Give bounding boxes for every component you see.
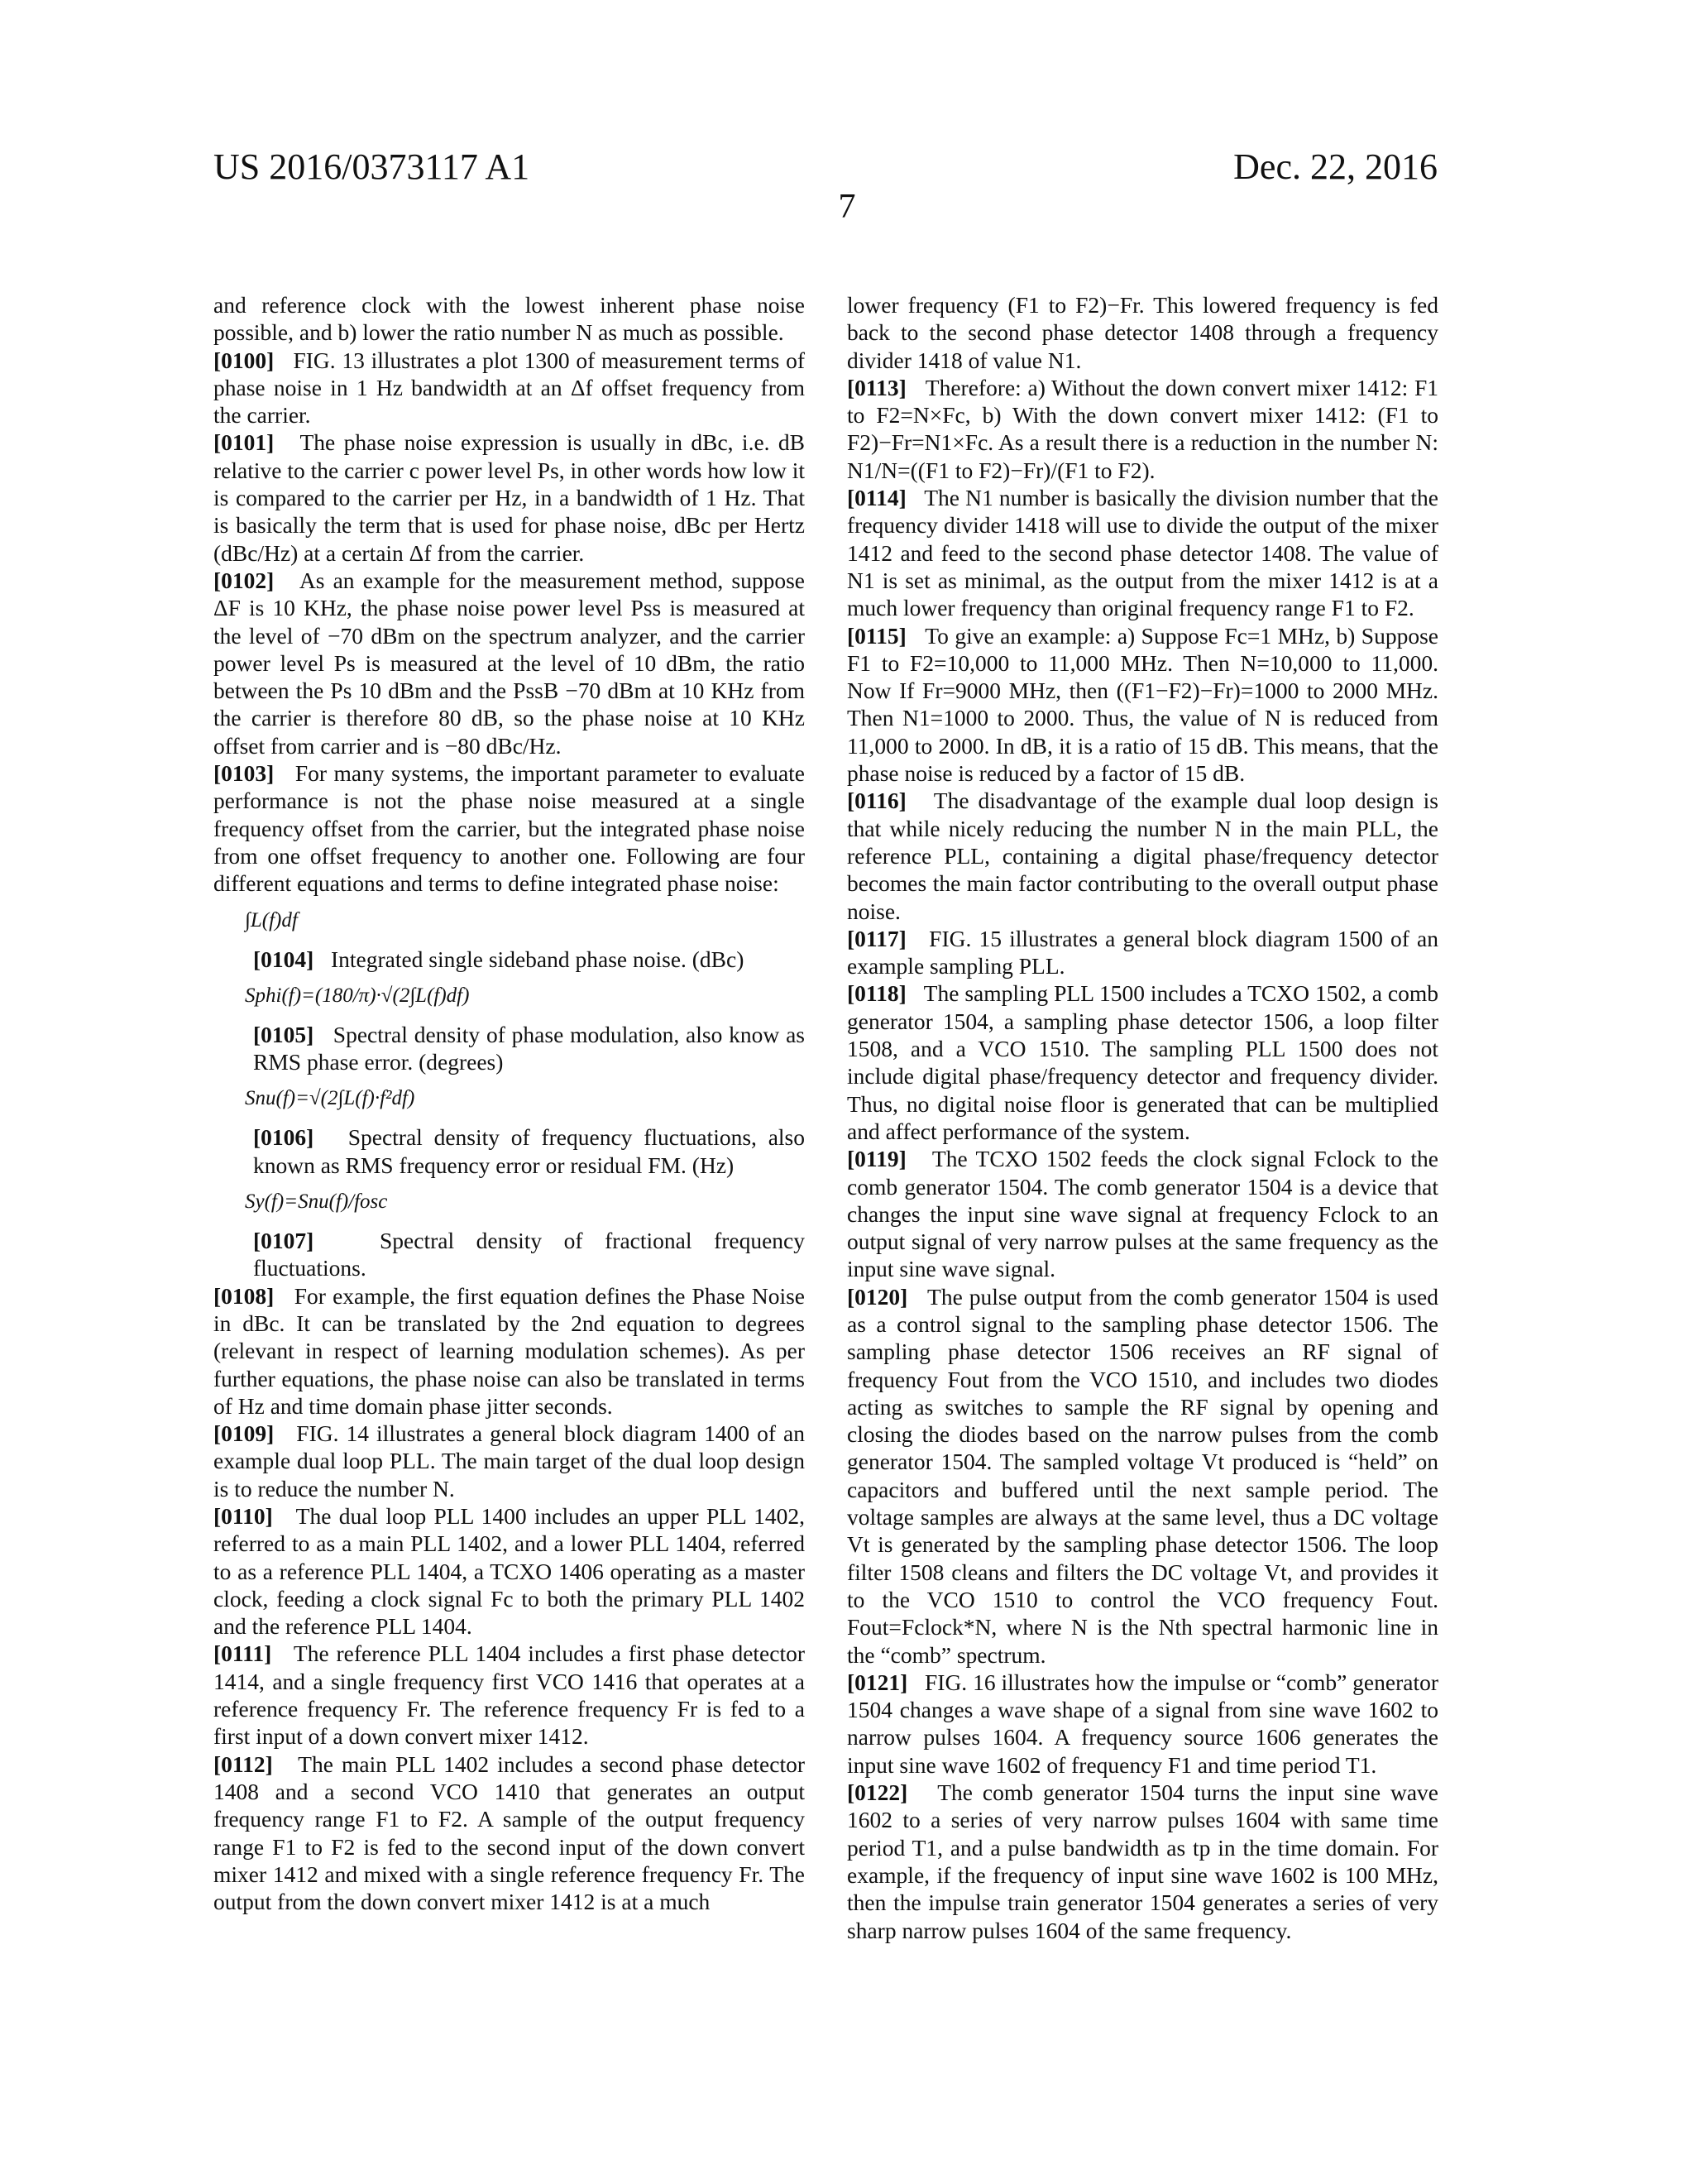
paragraph-text: Spectral density of frequency fluctuations, also known as RMS frequency error or residual FM. (Hz) [253, 1124, 805, 1178]
paragraph-text: To give an example: a) Suppose Fc=1 MHz, b) Suppose F1 to F2=10,000 to 11,000 MHz. Then N=10,000 to 11,000. Now If Fr=9000 MHz, then ((F1−F2)−Fr)=1000 to 2000 MHz. Then N1=1000 to 2000. Thus, the value of N is reduced from 11,000 to 2000. In dB, it is a ratio of 15 dB. This means, that the phase noise is reduced by a factor of 15 dB. [847, 622, 1439, 787]
paragraph-0102 [213, 567, 805, 759]
paragraph-number: [0115] [847, 622, 907, 649]
paragraph-0103 [213, 759, 805, 897]
paragraph-number: [0120] [847, 1283, 908, 1310]
paragraph-text: FIG. 15 illustrates a general block diagram 1500 of an example sampling PLL. [847, 925, 1439, 979]
paragraph-number: [0118] [847, 980, 907, 1007]
paragraph-0101 [213, 429, 805, 566]
paragraph-0110 [213, 1502, 805, 1640]
equation-2: Sphi(f)=(180/π)·√(2∫L(f)df) [245, 984, 470, 1007]
paragraph-text: The pulse output from the comb generator 1504 is used as a control signal to the sampling phase detector 1506. The sampling phase detector 1506 receives an RF signal of frequency Fout from the VCO 1510, and includes two diodes acting as switches to sample the RF signal by opening and closing the diodes based on the narrow pulses from the comb generator 1504. The sampled voltage Vt produced is “held” on capacitors and buffered until the next sample period. The voltage samples are always at the same level, thus a DC voltage Vt is generated by the sampling phase detector 1506. The loop filter 1508 cleans and filters the DC voltage Vt, and provides it to the VCO 1510 to control the VCO frequency Fout. Fout=Fclock*N, where N is the Nth spectral harmonic line in the “comb” spectrum. [847, 1283, 1438, 1668]
paragraph-0115 [847, 622, 1438, 788]
paragraph-0114 [847, 484, 1438, 621]
paragraph-text: Integrated single sideband phase noise. (dBc) [330, 946, 744, 972]
paragraph-number: [0104] [253, 946, 314, 972]
paragraph-text: Spectral density of phase modulation, also know as RMS phase error. (degrees) [253, 1021, 805, 1075]
paragraph-number: [0110] [213, 1502, 273, 1529]
paragraph-text: The main PLL 1402 includes a second phase detector 1408 and a second VCO 1410 that generates an output frequency range F1 to F2. A sample of the output frequency range F1 to F2 is fed to the second input of the down convert mixer 1412 and mixed with a single reference frequency Fr. The output from the down convert mixer 1412 is at a much [213, 1751, 805, 1915]
left-column [213, 291, 805, 1915]
paragraph-text: Spectral density of fractional frequency fluctuations. [253, 1228, 805, 1281]
equation-4: Sy(f)=Snu(f)/fosc [245, 1190, 388, 1214]
paragraph-0105 [213, 1021, 805, 1076]
paragraph-text: The N1 number is basically the division number that the frequency divider 1418 will use to divide the output of the mixer 1412 and feed to the second phase detector 1408. The value of N1 is set as minimal, as the output from the mixer 1412 is at a much lower frequency than original frequency range F1 to F2. [847, 485, 1438, 621]
paragraph-text: FIG. 14 illustrates a general block diagram 1400 of an example dual loop PLL. The main target of the dual loop design is to reduce the number N. [213, 1420, 805, 1502]
equation-3: Snu(f)=√(2∫L(f)·f²df) [245, 1087, 415, 1110]
paragraph-0109 [213, 1420, 805, 1502]
paragraph-text: FIG. 13 illustrates a plot 1300 of measurement terms of phase noise in 1 Hz bandwidth at an Δf offset frequency from the carrier. [213, 347, 805, 429]
paragraph-number: [0117] [847, 925, 907, 951]
paragraph-0111 [213, 1640, 805, 1750]
paragraph-0117 [847, 925, 1438, 980]
paragraph-text: The disadvantage of the example dual loop design is that while nicely reducing the number N in the main PLL, the reference PLL, containing a digital phase/frequency detector becomes the main factor contributing to the overall output phase noise. [847, 788, 1439, 924]
publication-date: Dec. 22, 2016 [1233, 146, 1438, 187]
paragraph-number: [0116] [847, 788, 907, 814]
page-number: 7 [838, 188, 856, 226]
paragraph-number: [0103] [213, 760, 275, 787]
paragraph-continued: lower frequency (F1 to F2)−Fr. This lowered frequency is fed back to the second phase detector 1408 through a frequency divider 1418 of value N1. [847, 292, 1438, 373]
paragraph-text: The phase noise expression is usually in dBc, i.e. dB relative to the carrier c power level Ps, in other words how low it is compared to the carrier per Hz, in a bandwidth of 1 Hz. That is basically the term that is used for phase noise, dBc per Hertz (dBc/Hz) at a certain Δf from the carrier. [213, 429, 806, 566]
paragraph-text: The dual loop PLL 1400 includes an upper PLL 1402, referred to as a main PLL 1402, and a lower PLL 1404, referred to as a reference PLL 1404, a TCXO 1406 operating as a master clock, feeding a clock signal Fc to both the primary PLL 1402 and the reference PLL 1404. [213, 1502, 805, 1640]
paragraph-number: [0113] [847, 374, 907, 400]
paragraph-number: [0101] [213, 429, 275, 456]
paragraph-number: [0107] [253, 1228, 314, 1254]
paragraph-text: For many systems, the important parameter to evaluate performance is not the phase noise measured at a single frequency offset from the carrier, but the integrated phase noise from one offset frequency to another one. Following are four different equations and terms to define integrated phase noise: [213, 760, 806, 897]
paragraph-number: [0100] [213, 347, 275, 373]
paragraph-0108 [213, 1282, 805, 1420]
paragraph-number: [0122] [847, 1779, 908, 1806]
paragraph-0113 [847, 374, 1438, 484]
equation-1: ∫L(f)df [245, 908, 298, 932]
paragraph-0116 [847, 787, 1438, 924]
paragraph-number: [0119] [847, 1146, 907, 1172]
paragraph-number: [0102] [213, 567, 275, 593]
right-column [847, 291, 1438, 1944]
paragraph-0112 [213, 1751, 805, 1916]
paragraph-0100 [213, 347, 805, 429]
paragraph-number: [0105] [253, 1021, 314, 1047]
paragraph-continued: and reference clock with the lowest inherent phase noise possible, and b) lower the ratio number N as much as possible. [213, 292, 805, 346]
paragraph-text: For example, the first equation defines the Phase Noise in dBc. It can be translated by the 2nd equation to degrees (relevant in respect of learning modulation schemes). As per further equations, the phase noise can also be translated in terms of Hz and time domain phase jitter seconds. [213, 1282, 805, 1419]
paragraph-text: FIG. 16 illustrates how the impulse or “comb” generator 1504 changes a wave shape of a signal from sine wave 1602 to narrow pulses 1604. A frequency source 1606 generates the input sine wave 1602 of frequency F1 and time period T1. [847, 1669, 1438, 1778]
publication-number: US 2016/0373117 A1 [213, 146, 530, 187]
paragraph-number: [0114] [847, 485, 907, 511]
paragraph-number: [0121] [847, 1669, 908, 1695]
paragraph-0119 [847, 1145, 1438, 1282]
paragraph-0107 [213, 1227, 805, 1282]
paragraph-number: [0108] [213, 1282, 275, 1309]
paragraph-number: [0111] [213, 1640, 272, 1667]
paragraph-text: As an example for the measurement method, suppose ΔF is 10 KHz, the phase noise power level Pss is measured at the level of −70 dBm on the spectrum analyzer, and the carrier power level Ps is measured at the level of 10 dBm, the ratio between the Ps 10 dBm and the PssB −70 dBm at 10 KHz from the carrier is therefore 80 dB, so the phase noise at 10 KHz offset from carrier and is −80 dBc/Hz. [213, 567, 805, 759]
paragraph-0120 [847, 1283, 1438, 1669]
paragraph-0122 [847, 1779, 1438, 1944]
paragraph-text: The comb generator 1504 turns the input sine wave 1602 to a series of very narrow pulses 1604 with same time period T1, and a pulse bandwidth as tp in the time domain. For example, if the frequency of input sine wave 1602 is 100 MHz, then the impulse train generator 1504 generates a series of very sharp narrow pulses 1604 of the same frequency. [847, 1779, 1439, 1943]
paragraph-number: [0106] [253, 1124, 314, 1151]
paragraph-number: [0109] [213, 1420, 275, 1447]
paragraph-0106 [213, 1123, 805, 1179]
paragraph-0121 [847, 1669, 1438, 1779]
paragraph-0118 [847, 979, 1438, 1145]
paragraph-text: Therefore: a) Without the down convert mixer 1412: F1 to F2=N×Fc, b) With the down convert mixer 1412: (F1 to F2)−Fr=N1×Fc. As a result there is a reduction in the number N: N1/N=((F1 to F2)−Fr)/(F1 to F2). [847, 374, 1438, 483]
paragraph-number: [0112] [213, 1751, 273, 1777]
paragraph-text: The TCXO 1502 feeds the clock signal Fclock to the comb generator 1504. The comb generator 1504 is a device that changes the input sine wave signal at frequency Fclock to an output signal of very narrow pulses at the same frequency as the input sine wave signal. [847, 1146, 1438, 1282]
paragraph-0104 [213, 946, 805, 973]
paragraph-text: The sampling PLL 1500 includes a TCXO 1502, a comb generator 1504, a sampling phase detector 1506, a loop filter 1508, and a VCO 1510. The sampling PLL 1500 does not include digital phase/frequency detector and frequency divider. Thus, no digital noise floor is generated that can be multiplied and affect performance of the system. [847, 980, 1439, 1144]
paragraph-text: The reference PLL 1404 includes a first phase detector 1414, and a single frequency first VCO 1416 that operates at a reference frequency Fr. The reference frequency Fr is fed to a first input of a down convert mixer 1412. [213, 1640, 806, 1750]
